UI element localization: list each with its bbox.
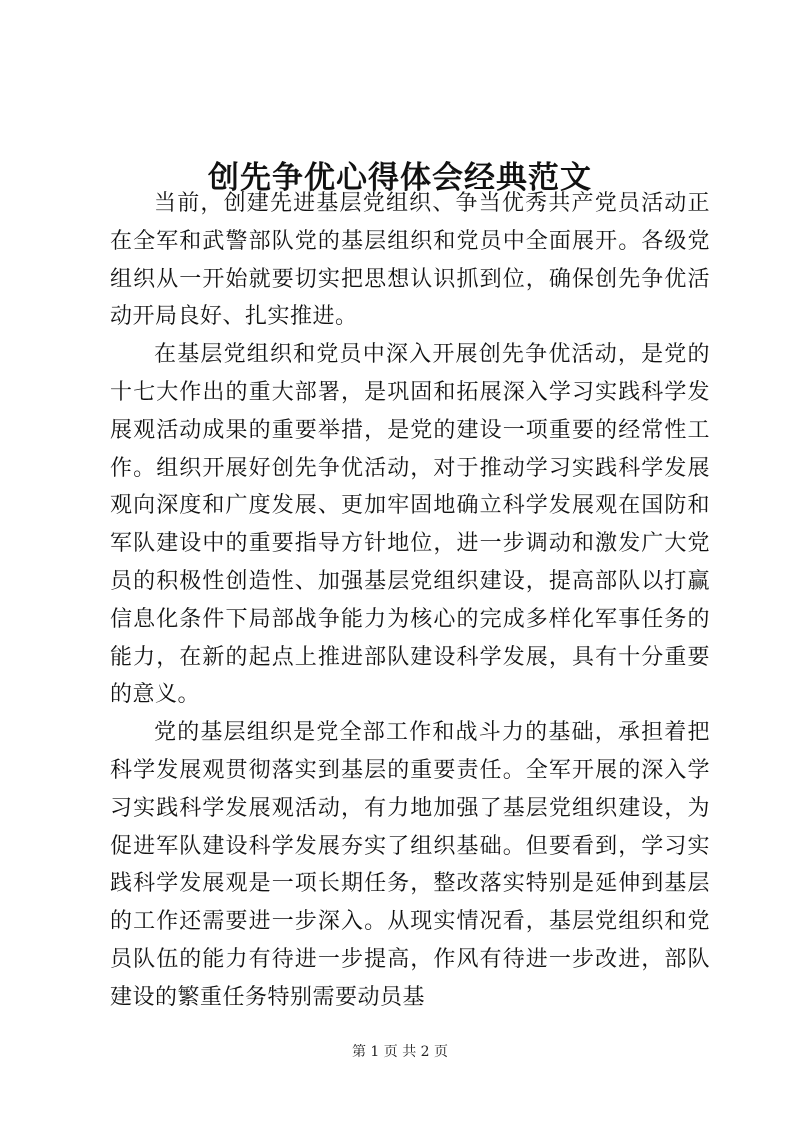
document-title: 创先争优心得体会经典范文 [208,159,592,196]
paragraph-3: 党的基层组织是党全部工作和战斗力的基础，承担着把科学发展观贯彻落实到基层的重要责任。全军开展的深入学习实践科学发展观活动，有力地加强了基层党组织建设，为促进军队建设科学发展夯实了组织基础。但要看到，学习实践科学发展观是一项长期任务，整改落实特别是延伸到基层的工作还需要进一步深入。从现实情况看，基层党组织和党员队伍的能力有待进一步提高，作风有待进一步改进，部队建设的繁重任务特别需要动员基 [110,720,710,1010]
paragraph-1: 当前，创建先进基层党组织、争当优秀共产党员活动正在全军和武警部队党的基层组织和党员中全面展开。各级党组织从一开始就要切实把思想认识抓到位，确保创先争优活动开局良好、扎实推进。 [110,191,710,330]
page-footer: 第 1 页 共 2 页 [351,1044,449,1060]
document-body [110,185,710,1017]
paragraph-2: 在基层党组织和党员中深入开展创先争优活动，是党的十七大作出的重大部署，是巩固和拓展深入学习实践科学发展观活动成果的重要举措，是党的建设一项重要的经常性工作。组织开展好创先争优活动，对于推动学习实践科学发展观向深度和广度发展、更加牢固地确立科学发展观在国防和军队建设中的重要指导方针地位，进一步调动和激发广大党员的积极性创造性、加强基层党组织建设，提高部队以打赢信息化条件下局部战争能力为核心的完成多样化军事任务的能力，在新的起点上推进部队建设科学发展，具有十分重要的意义。 [110,342,710,708]
